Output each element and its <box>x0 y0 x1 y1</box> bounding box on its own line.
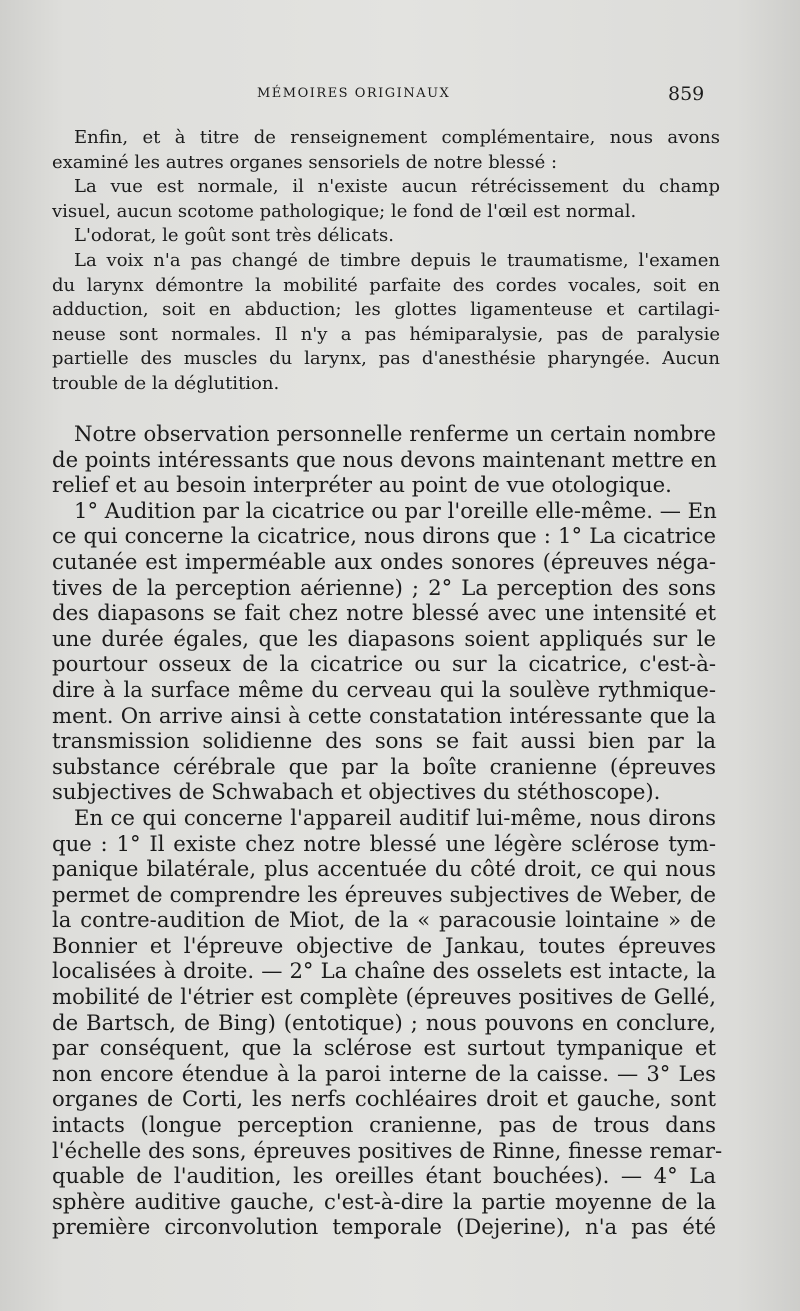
text-line: La voix n'a pas changé de timbre depuis le traumatisme, l'examen <box>74 249 720 271</box>
text-line: sphère auditive gauche, c'est-à-dire la partie moyenne de la <box>52 1188 716 1214</box>
text-line: examiné les autres organes sensoriels de notre blessé : <box>52 151 558 173</box>
text-line: par conséquent, que la sclérose est surtout tympanique et <box>52 1035 716 1061</box>
paragraph <box>52 804 723 1240</box>
text-line: ce qui concerne la cicatrice, nous dirons que : 1° La cicatrice <box>52 523 716 549</box>
text-line: 1° Audition par la cicatrice ou par l'oreille elle-même. — En <box>74 497 717 523</box>
text-line: première circonvolution temporale (Dejerine), n'a pas été <box>52 1214 716 1240</box>
text-line: trouble de la déglutition. <box>52 372 280 394</box>
text-line: pourtour osseux de la cicatrice ou sur la cicatrice, c'est-à- <box>52 651 716 677</box>
text-line: partielle des muscles du larynx, pas d'anesthésie pharyngée. Aucun <box>52 348 720 370</box>
text-line: du larynx démontre la mobilité parfaite des cordes vocales, soit en <box>52 274 720 296</box>
text-line: intacts (longue perception cranienne, pas de trous dans <box>52 1112 716 1138</box>
text-line: organes de Corti, les nerfs cochléaires droit et gauche, sont <box>52 1086 716 1112</box>
text-line: la contre-audition de Miot, de la « paracousie lointaine » de <box>52 907 716 933</box>
paragraph <box>52 126 720 175</box>
text-line: Notre observation personnelle renferme un certain nombre <box>74 421 716 446</box>
text-line: transmission solidienne des sons se fait aussi bien par la <box>52 728 716 754</box>
text-line: cutanée est imperméable aux ondes sonores (épreuves néga- <box>52 548 716 574</box>
text-line: L'odorat, le goût sont très délicats. <box>74 225 394 247</box>
text-line: des diapasons se fait chez notre blessé avec une intensité et <box>52 600 716 626</box>
text-line: panique bilatérale, plus accentuée du côté droit, ce qui nous <box>52 856 716 882</box>
text-line: quable de l'audition, les oreilles étant bouchées). — 4° La <box>52 1163 716 1189</box>
text-line: de Bartsch, de Bing) (entotique) ; nous pouvons en conclure, <box>52 1009 716 1035</box>
text-line: l'échelle des sons, épreuves positives de Rinne, finesse remar- <box>52 1137 723 1163</box>
paragraph <box>52 175 720 224</box>
paragraph <box>52 498 716 805</box>
running-head <box>0 83 800 110</box>
text-line: subjectives de Schwabach et objectives du stéthoscope). <box>52 779 661 805</box>
section-2 <box>52 421 723 1240</box>
text-line: Bonnier et l'épreuve objective de Jankau, toutes épreuves <box>52 932 716 958</box>
text-line: dire à la surface même du cerveau qui la soulève rythmique- <box>52 676 716 702</box>
text-line: neuse sont normales. Il n'y a pas hémiparalysie, pas de paralysie <box>52 323 720 345</box>
text-line: permet de comprendre les épreuves subjectives de Weber, de <box>52 881 716 907</box>
text-line: localisées à droite. — 2° La chaîne des osselets est intacte, la <box>52 958 716 984</box>
paragraph <box>52 224 720 249</box>
text-line: de points intéressants que nous devons maintenant mettre en <box>52 446 717 472</box>
text-line: une durée égales, que les diapasons soient appliqués sur le <box>52 625 716 651</box>
section-1 <box>52 126 720 397</box>
paragraph <box>52 421 716 498</box>
text-line: que : 1° Il existe chez notre blessé une légère sclérose tym- <box>52 830 716 856</box>
text-line: En ce qui concerne l'appareil auditif lui-même, nous dirons <box>74 804 716 830</box>
text-line: tives de la perception aérienne) ; 2° La perception des sons <box>52 574 716 600</box>
text-line: visuel, aucun scotome pathologique; le fond de l'œil est normal. <box>52 200 637 222</box>
text-line: relief et au besoin interpréter au point de vue otologique. <box>52 472 672 498</box>
text-line: La vue est normale, il n'existe aucun rétrécissement du champ <box>74 176 720 198</box>
paragraph <box>52 249 720 397</box>
page-number: 859 <box>668 83 705 105</box>
text-line: substance cérébrale que par la boîte cranienne (épreuves <box>52 753 716 779</box>
text-line: adduction, soit en abduction; les glottes ligamenteuse et cartilagi- <box>52 299 720 321</box>
text-line: non encore étendue à la paroi interne de la caisse. — 3° Les <box>52 1060 716 1086</box>
text-line: Enfin, et à titre de renseignement complémentaire, nous avons <box>74 127 720 148</box>
text-line: mobilité de l'étrier est complète (épreuves positives de Gellé, <box>52 984 716 1010</box>
text-line: ment. On arrive ainsi à cette constatation intéressante que la <box>52 702 716 728</box>
running-title: MÉMOIRES ORIGINAUX <box>257 86 451 101</box>
